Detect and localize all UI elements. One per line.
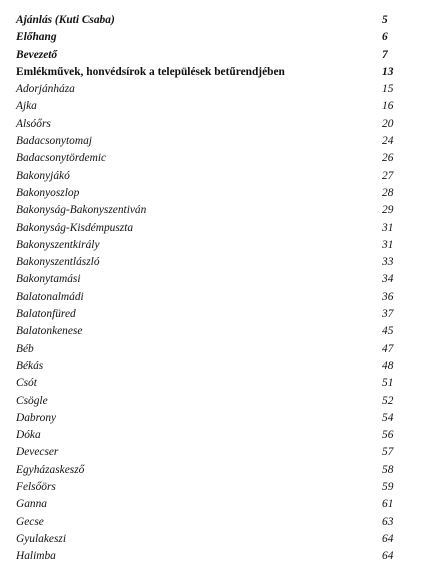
toc-entry-title: Felsőörs (16, 481, 56, 494)
toc-entry-page: 31 (382, 221, 394, 234)
toc-entry-title: Balatonalmádi (16, 290, 84, 303)
toc-entry-title: Bakonyság-Kisdémpuszta (16, 221, 134, 234)
toc-entry-title: Bakonyság-Bakonyszentiván (16, 204, 147, 217)
toc-entry-page: 15 (382, 83, 394, 96)
toc-entry-page: 16 (382, 100, 394, 113)
toc-row (16, 185, 396, 202)
toc-entry-page: 7 (382, 48, 388, 61)
toc-entry-page: 33 (382, 256, 394, 269)
toc-entry-page: 13 (382, 65, 394, 78)
toc-entry-page: 37 (382, 308, 394, 321)
toc-row (16, 81, 396, 98)
toc-row (16, 427, 396, 444)
toc-row (16, 237, 396, 254)
toc-entry-page: 20 (382, 117, 394, 130)
toc-entry-page: 36 (382, 290, 394, 303)
toc-row (16, 548, 396, 565)
toc-entry-title: Dóka (16, 429, 41, 442)
toc-row (16, 462, 396, 479)
toc-entry-title: Gecse (16, 515, 44, 528)
toc-entry-page: 26 (382, 152, 394, 165)
toc-row (16, 271, 396, 288)
toc-entry-title: Adorjánháza (16, 83, 75, 96)
toc-row (16, 496, 396, 513)
toc-entry-title: Halimba (16, 550, 56, 563)
toc-entry-page: 64 (382, 550, 394, 563)
toc-row (16, 29, 396, 46)
toc-row (16, 254, 396, 271)
toc-entry-page: 6 (382, 31, 388, 44)
toc-entry-page: 27 (382, 169, 394, 182)
toc-entry-page: 48 (382, 359, 394, 372)
toc-entry-page: 47 (382, 342, 394, 355)
toc-row (16, 220, 396, 237)
toc-row (16, 479, 396, 496)
toc-entry-page: 59 (382, 481, 394, 494)
toc-entry-page: 58 (382, 463, 394, 476)
toc-entry-title: Balatonfüred (16, 308, 76, 321)
toc-entry-title: Dabrony (16, 411, 57, 424)
toc-entry-title: Bakonyoszlop (16, 186, 80, 199)
toc-entry-title: Ganna (16, 498, 48, 511)
toc-entry-page: 56 (382, 429, 394, 442)
toc-entry-title: Devecser (16, 446, 59, 459)
toc-entry-title: Csót (16, 377, 37, 390)
toc-entry-title: Bevezető (16, 48, 58, 61)
toc-entry-title: Béb (16, 342, 34, 355)
toc-entry-title: Békás (16, 359, 44, 372)
toc-entry-title: Bakonyszentlászló (16, 256, 100, 269)
toc-row (16, 47, 396, 64)
toc-row (16, 514, 396, 531)
toc-entry-page: 5 (382, 14, 388, 26)
toc-section-heading (16, 64, 396, 81)
toc-row (16, 116, 396, 133)
toc-entry-title: Előhang (16, 31, 57, 44)
toc-row (16, 531, 396, 548)
toc-entry-title: Egyházaskesző (16, 463, 85, 476)
toc-row (16, 133, 396, 150)
toc-entry-page: 64 (382, 532, 394, 545)
toc-entry-title: Balatonkenese (16, 325, 83, 338)
toc-row (16, 150, 396, 167)
toc-entry-title: Badacsonytördemic (16, 152, 107, 165)
toc-row (16, 202, 396, 219)
toc-entry-title: Ajka (16, 100, 37, 113)
toc-row (16, 444, 396, 461)
toc-entry-page: 57 (382, 446, 394, 459)
toc-entry-page: 51 (382, 377, 394, 390)
toc-entry-title: Ajánlás (Kuti Csaba) (16, 14, 115, 26)
toc-entry-page: 61 (382, 498, 394, 511)
toc-entry-title: Csögle (16, 394, 48, 407)
toc-row (16, 341, 396, 358)
toc-entry-title: Emlékművek, honvédsírok a települések betűrendjében (16, 65, 285, 78)
toc-row (16, 289, 396, 306)
toc-entry-page: 31 (382, 238, 394, 251)
table-of-contents (16, 12, 396, 566)
toc-row (16, 358, 396, 375)
toc-entry-title: Gyulakeszi (16, 532, 66, 545)
toc-entry-page: 24 (382, 135, 394, 148)
toc-entry-page: 52 (382, 394, 394, 407)
toc-row (16, 323, 396, 340)
toc-entry-title: Alsóőrs (16, 117, 51, 130)
toc-row (16, 393, 396, 410)
toc-row (16, 168, 396, 185)
toc-entry-title: Bakonytamási (16, 273, 81, 286)
toc-entry-page: 45 (382, 325, 394, 338)
toc-entry-page: 29 (382, 204, 394, 217)
toc-entry-title: Badacsonytomaj (16, 135, 92, 148)
toc-entry-title: Bakonyszentkirály (16, 238, 100, 251)
toc-row (16, 306, 396, 323)
toc-row (16, 375, 396, 392)
toc-entry-page: 34 (382, 273, 394, 286)
toc-row (16, 98, 396, 115)
toc-entry-page: 54 (382, 411, 394, 424)
toc-entry-title: Bakonyjákó (16, 169, 70, 182)
toc-entry-page: 63 (382, 515, 394, 528)
toc-row (16, 12, 396, 29)
toc-row (16, 410, 396, 427)
toc-entry-page: 28 (382, 186, 394, 199)
